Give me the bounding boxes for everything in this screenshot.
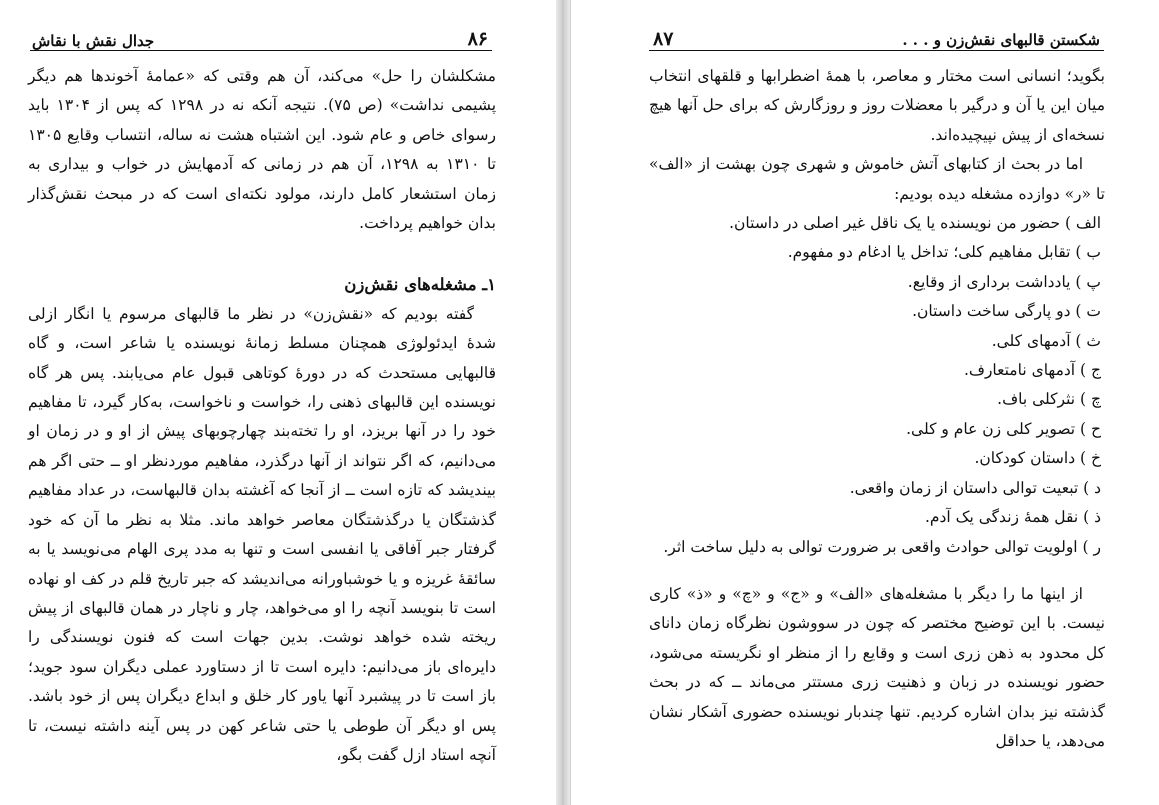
list-item: الف ) حضور من نویسنده یا یک ناقل غیر اصلی در داستان. <box>729 214 1101 233</box>
list-item: ت ) دو پارگی ساخت داستان. <box>912 302 1101 321</box>
left-page-number: ۸۶ <box>467 28 488 50</box>
right-closing-paragraph: از اینها ما را دیگر با مشغله‌های «الف» و «ج» و «چ» و «ذ» کاری نیست. با این توضیح مختصر که چون در سووشون نظرگاه زمان دانای کل محدود به ذهن زری است و وقایع را از منظر او نگریسته می‌شود، حضور نویسنده در زبان و ذهنیت زری مستتر می‌ماند ــ که در بحث گذشته نیز بدان اشاره کردیم. تنها چندبار نویسنده حضوری آشکار نشان می‌دهد، یا حداقل <box>649 584 1105 750</box>
section-heading: ۱ـ مشغله‌های نقش‌زن <box>344 275 496 295</box>
list-item: د ) تبعیت توالی داستان از زمان واقعی. <box>849 478 1101 497</box>
left-page-header <box>30 24 492 51</box>
list-item: ب ) تقابل مفاهیم کلی؛ تداخل یا ادغام دو مفهوم. <box>787 243 1101 262</box>
right-page-body <box>649 62 1105 756</box>
left-paragraph-1: مشکلشان را حل» می‌کند، آن هم وقتی که «عمامهٔ آخوندها هم دیگر پشیمی نداشت» (ص ۷۵). نتیجه آنکه نه در ۱۲۹۸ که پس از ۱۳۰۴ باید رسوای خاص و عام شود. این اشتباه هشت نه ساله، انتساب وقایع ۱۳۰۵ تا ۱۳۱۰ به ۱۲۹۸، آن هم در زمانی که آدمهایش در خواب و بیداری به زمان استشعار کامل دارند، مولود نکته‌ای است که در مبحث نقش‌گذار بدان خواهیم پرداخت. <box>28 67 497 233</box>
left-section-paragraph: گفته بودیم که «نقش‌زن» در نظر ما قالبهای مرسوم یا انگار ازلی شدهٔ ایدئولوژی همچنان مسلط زمانهٔ نویسنده یا شاعر است، و گاه قالبهایی مستحدث که در دورهٔ کوتاهی قبول عام می‌یابند. پس هر گاه نویسنده این قالبهای ذهنی را، خواست و ناخواست، به‌کار گیرد، تا مفاهیم خود را در آنها بریزد، او را تخته‌بند چهارچوبهای پیش از او و در زمان او می‌دانیم، که اگر نتواند از آنها درگذرد، مفاهیم موردنظر او ــ حتی اگر هم بیندیشد که تازه است ــ از آنجا که آغشته بدان قالبهاست، در عداد مفاهیم گذشتگان یا درگذشتگان معاصر خواهد ماند. مثلا به نظر ما آن که خود گرفتار جبر آفاقی یا انفسی است و تنها به مدد پری الهام می‌نویسد یا به سائقهٔ غریزه و یا خوشباورانه می‌اندیشد که جبر تاریخ قلم در کف او نهاده است تا بنویسد آنچه را او می‌خواهد، چار و ناچار در همان قالبهای از پیش ریخته شده خواهد نوشت. بدین جهات است که فنون نویسندگی را دایره‌ای باز می‌دانیم: دایره است تا از دستاورد عملی دیگران سود جوید؛ باز است تا در پیشبرد آنها یاور کار خلق و ابداع دیگران پس از خود باشد. پس او دیگر آن طوطی یا حتی شاعر کهن در پس آینه داشته نیست، تا آنچه استاد ازل گفت بگو، <box>28 304 496 764</box>
right-page <box>570 0 1159 805</box>
list-item: ح ) تصویر کلی زن عام و کلی. <box>906 419 1101 438</box>
right-intro-paragraph: بگوید؛ انسانی است مختار و معاصر، با همهٔ اضطرابها و قلقهای انتخاب میان این یا آن و درگیر با معضلات روز و روزگارش که برای حل آنها هیچ نسخه‌ای از پیش نپیچیده‌اند. <box>649 67 1105 144</box>
list-item: ذ ) نقل همهٔ زندگی یک آدم. <box>924 508 1101 527</box>
right-running-title-wrap <box>898 28 1104 50</box>
list-item: ث ) آدمهای کلی. <box>991 331 1101 350</box>
book-gutter <box>556 0 570 805</box>
preoccupation-list <box>649 209 1105 562</box>
right-running-title: شکستن قالبهای نقش‌زن و . . . <box>902 31 1100 49</box>
list-item: ر ) اولویت توالی حوادث واقعی بر ضرورت توالی به دلیل ساخت اثر. <box>663 537 1101 556</box>
list-item: ج ) آدمهای نامتعارف. <box>963 361 1101 380</box>
right-page-header <box>649 24 1104 51</box>
left-page <box>0 0 557 805</box>
list-item: خ ) داستان کودکان. <box>974 449 1101 468</box>
left-running-title: جدال نقش با نقاش <box>32 32 155 50</box>
list-item: پ ) یادداشت برداری از وقایع. <box>907 272 1101 291</box>
right-second-paragraph: اما در بحث از کتابهای آتش خاموش و شهری چون بهشت از «الف» تا «ر» دوازده مشغله دیده بودیم: <box>649 155 1105 203</box>
list-item: چ ) نثرکلی باف. <box>997 390 1101 409</box>
left-page-body <box>28 62 496 770</box>
right-page-number: ۸۷ <box>653 28 674 50</box>
